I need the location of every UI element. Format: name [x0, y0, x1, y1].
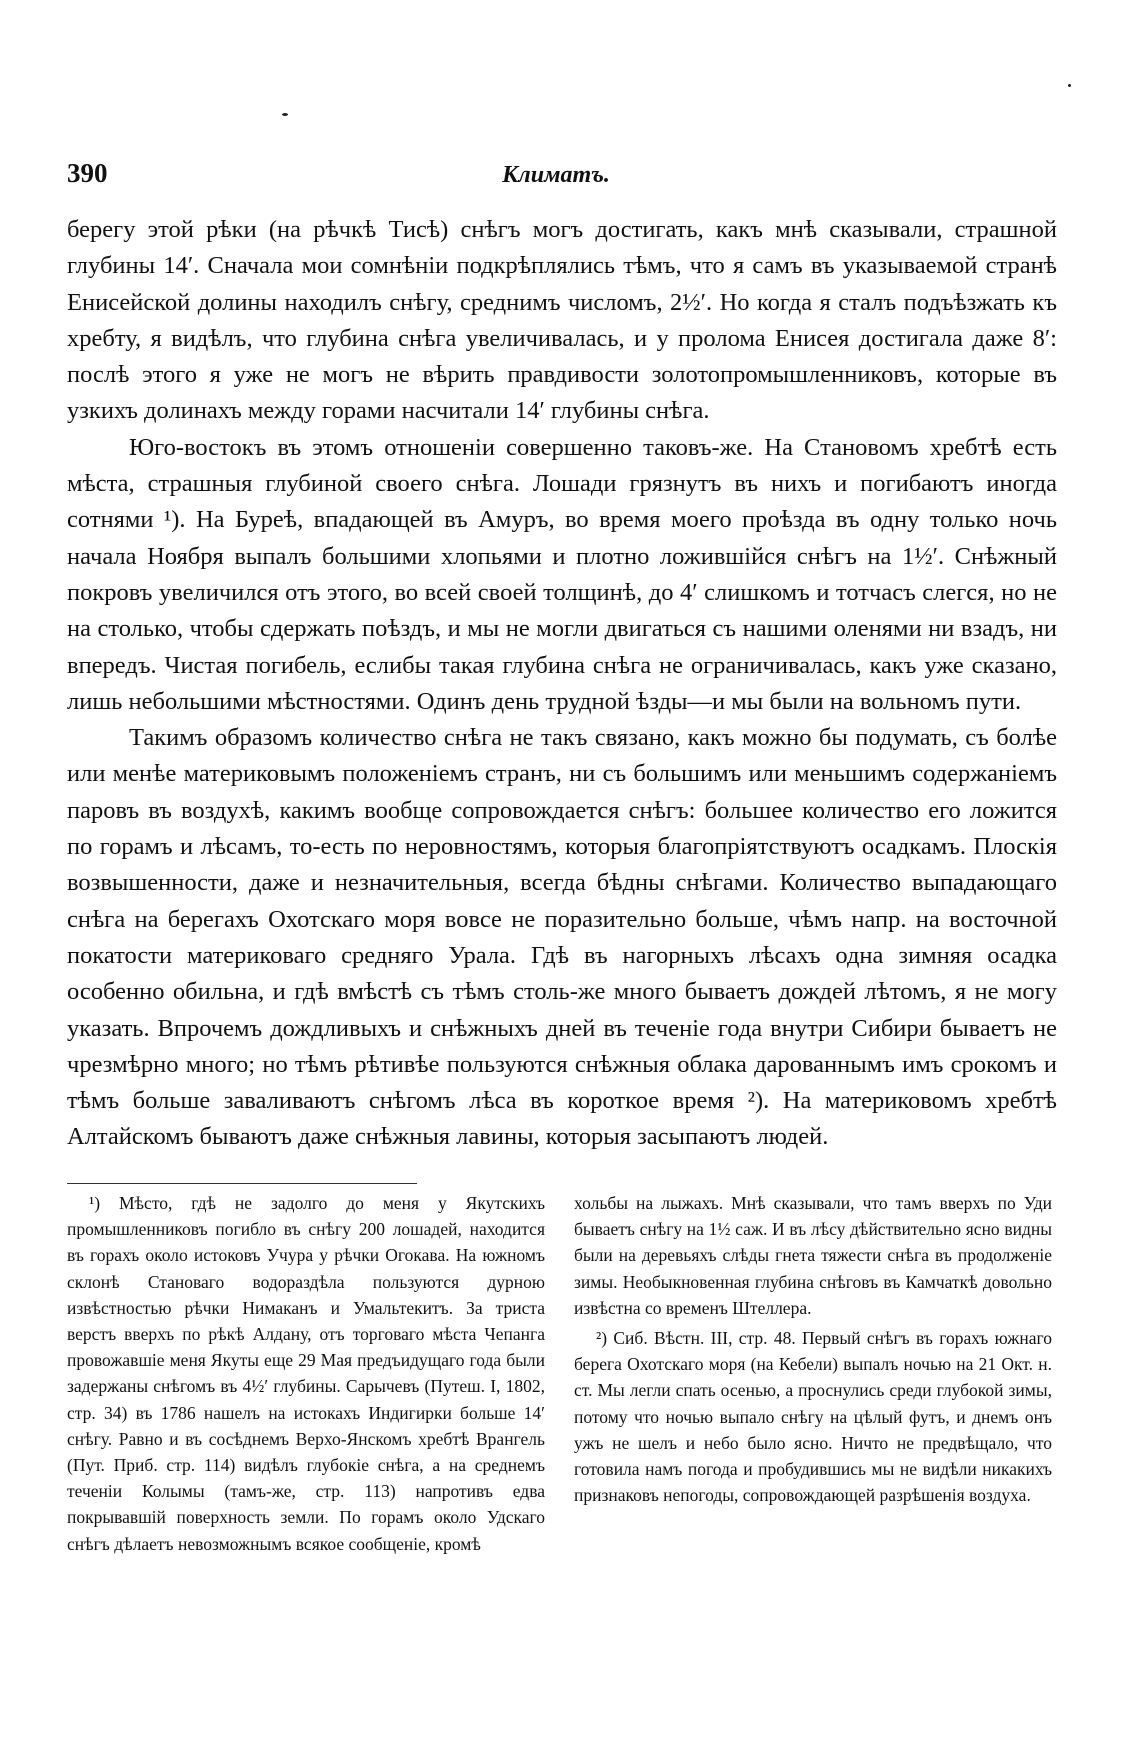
paragraph-1: берегу этой рѣки (на рѣчкѣ Тисѣ) снѣгъ могъ достигать, какъ мнѣ сказывали, страшной глубины 14′. Сначала мои сомнѣнiи подкрѣплялись тѣмъ, что я самъ въ указываемой странѣ Енисейской долины находилъ снѣгу, среднимъ числомъ, 2½′. Но когда я сталъ подъѣзжать къ хребту, я видѣлъ, что глубина снѣга увеличивалась, и у пролома Енисея достигала даже 8′: послѣ этого я уже не могъ не вѣрить правдивости золотопромышленниковъ, которые въ узкихъ долинахъ между горами насчитали 14′ глубины снѣга. — [67, 216, 1057, 425]
footnote-1-continuation: хольбы на лыжахъ. Мнѣ сказывали, что тамъ вверхъ по Уди бываетъ снѣгу на 1½ саж. И въ лѣсу дѣйствительно ясно видны были на деревьяхъ слѣды гнета тяжести снѣга въ продолженiе зимы. Необыкновенная глубина снѣговъ въ Камчаткѣ довольно извѣстна со временъ Штеллера. — [574, 1193, 1052, 1318]
page-header — [67, 158, 1045, 198]
scan-speck — [282, 113, 288, 116]
scan-speck — [1068, 84, 1071, 87]
footnote-separator — [67, 1183, 417, 1184]
main-text — [67, 212, 1057, 1156]
footnote-2: ²) Сиб. Вѣстн. III, стр. 48. Первый снѣгъ въ горахъ южнаго берега Охотскаго моря (на Кебели) выпалъ ночью на 21 Окт. н. ст. Мы легли спать осенью, а проснулись среди глубокой зимы, потому что ночью выпало снѣгу на цѣлый футъ, и днемъ онъ ужъ не шелъ и небо было ясно. Ничто не предвѣщало, что готовила намъ погода и пробудившись мы не видѣли никакихъ признаковъ непогоды, сопровождающей разрѣшенiя воздуха. — [574, 1328, 1052, 1506]
page-number: 390 — [67, 158, 108, 188]
footnote-1: ¹) Мѣсто, гдѣ не задолго до меня у Якутскихъ промышленниковъ погибло въ снѣгу 200 лошадей, находится въ горахъ около истоковъ Учура у рѣчки Огокава. На южномъ склонѣ Становаго водораздѣла пользуются дурною извѣстностью рѣчки Нимаканъ и Умальтекитъ. За триста верстъ вверхъ по рѣкѣ Алдану, отъ торговаго мѣста Чепанга провожавшiе меня Якуты еще 29 Мая предъидущаго года были задержаны снѣгомъ въ 4½′ глубины. Сарычевъ (Путеш. I, 1802, стр. 34) въ 1786 нашелъ на истокахъ Индигирки больше 14′ снѣгу. Равно и въ сосѣднемъ Верхо-Янскомъ хребтѣ Врангель (Пут. Приб. стр. 114) видѣлъ глубокiе снѣга, а на среднемъ теченiи Колымы (тамъ-же, стр. 113) напротивъ едва покрывавшiй поверхность земли. По горамъ около Удскаго снѣгъ дѣлаетъ невозможнымъ всякое сообщенiе, кромѣ — [67, 1193, 545, 1554]
footnotes — [67, 1190, 1057, 1610]
footnote-column-right — [574, 1190, 1052, 1508]
footnote-column-left — [67, 1190, 545, 1557]
running-title: Климатъ. — [502, 162, 610, 188]
paragraph-3: Такимъ образомъ количество снѣга не такъ связано, какъ можно бы подумать, съ болѣе или менѣе материковымъ положенiемъ странъ, ни съ большимъ или меньшимъ содержанiемъ паровъ въ воздухѣ, какимъ вообще сопровождается снѣгъ: большее количество его ложится по горамъ и лѣсамъ, то-есть по неровностямъ, которыя благопрiятствуютъ осадкамъ. Плоскiя возвышенности, даже и незначительныя, всегда бѣдны снѣгами. Количество выпадающаго снѣга на берегахъ Охотскаго моря вовсе не поразительно больше, чѣмъ напр. на восточной покатости материковаго средняго Урала. Гдѣ въ нагорныхъ лѣсахъ одна зимняя осадка особенно обильна, и гдѣ вмѣстѣ съ тѣмъ столь-же много бываетъ дождей лѣтомъ, я не могу указать. Впрочемъ дождливыхъ и снѣжныхъ дней въ теченiе года внутри Сибири бываетъ не чрезмѣрно много; но тѣмъ рѣтивѣе пользуются снѣжныя облака дарованнымъ имъ срокомъ и тѣмъ больше заваливаютъ снѣгомъ лѣса въ короткое время ²). На материковомъ хребтѣ Алтайскомъ бываютъ даже снѣжныя лавины, которыя засыпаютъ людей. — [67, 724, 1057, 1151]
paragraph-2: Юго-востокъ въ этомъ отношенiи совершенно таковъ-же. На Становомъ хребтѣ есть мѣста, страшныя глубиной своего снѣга. Лошади грязнутъ въ нихъ и погибаютъ иногда сотнями ¹). На Буреѣ, впадающей въ Амуръ, во время моего проѣзда въ одну только ночь начала Ноября выпалъ большими хлопьями и плотно ложившiйся снѣгъ на 1½′. Снѣжный покровъ увеличился отъ этого, во всей своей толщинѣ, до 4′ слишкомъ и тотчасъ слегся, но не на столько, чтобы сдержать поѣздъ, и мы не могли двигаться съ нашими оленями ни взадъ, ни впередъ. Чистая погибель, еслибы такая глубина снѣга не ограничивалась, какъ уже сказано, лишь небольшими мѣстностями. Одинъ день трудной ѣзды—и мы были на вольномъ пути. — [67, 433, 1057, 715]
